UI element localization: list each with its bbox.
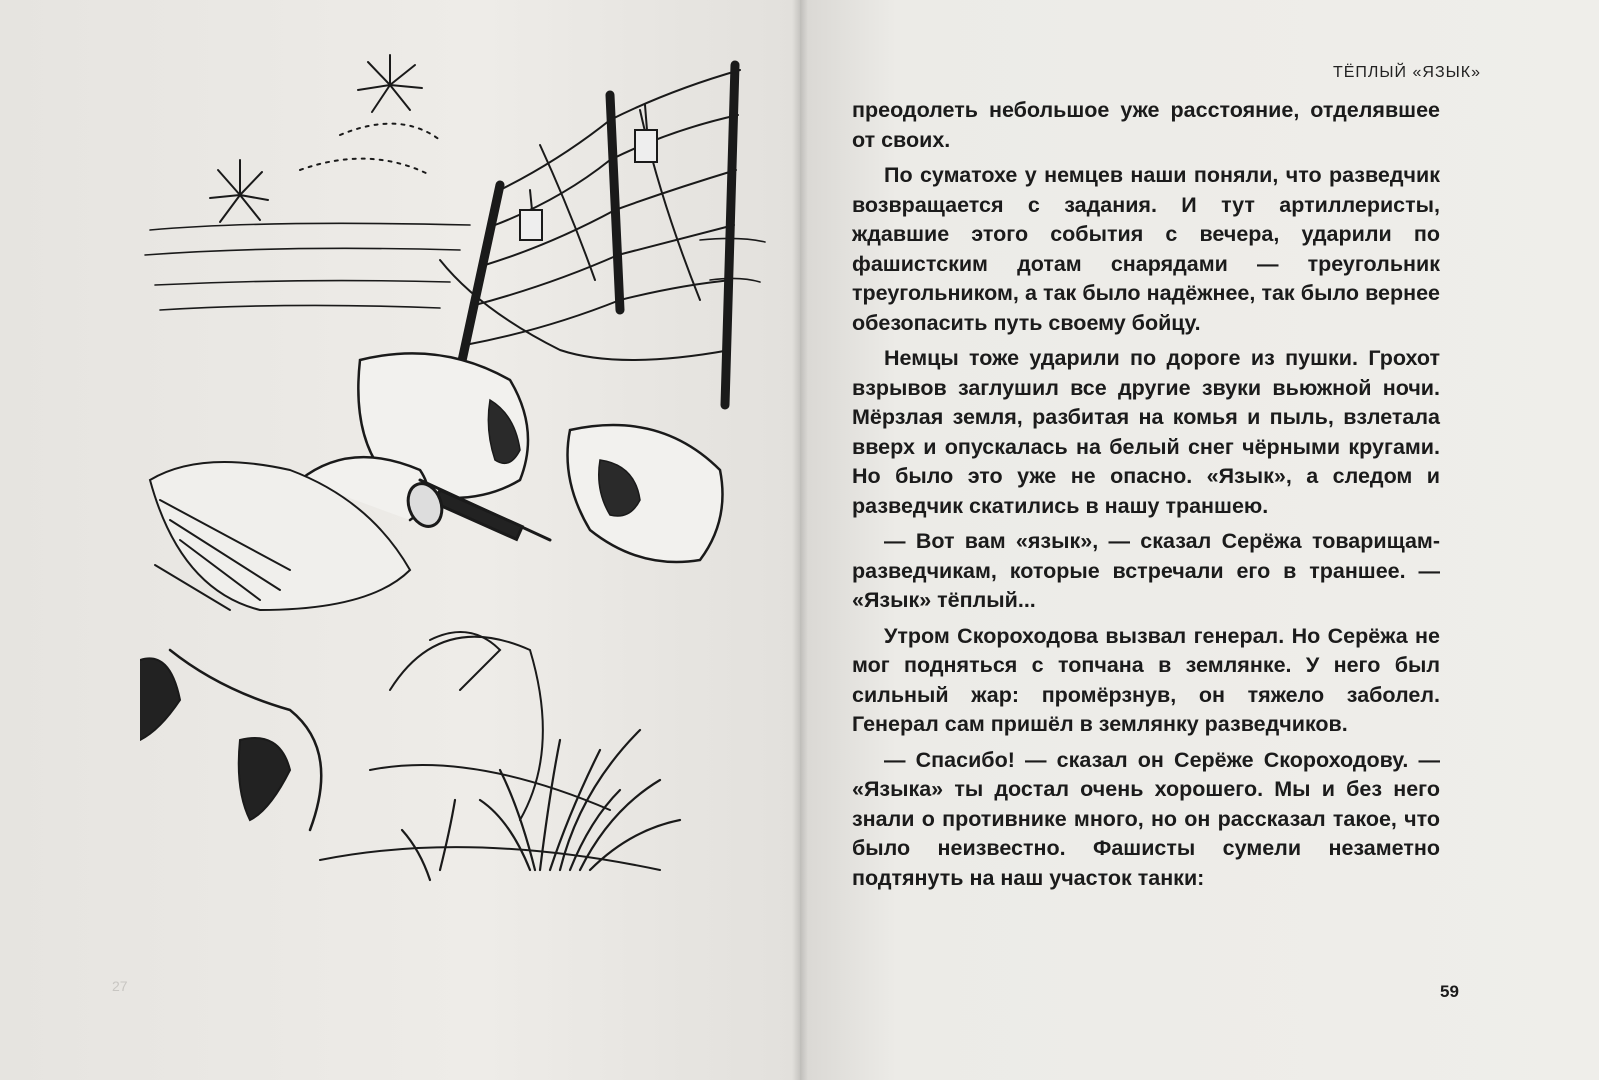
paragraph: По суматохе у немцев наши поняли, что разведчик возвращается с задания. И тут артиллеристы, ждавшие этого события с вечера, ударили по фашистским дотам снарядами — треугольник треугольником, а так было надёжнее, так было вернее обезопасить путь своему бойцу. (852, 163, 1440, 335)
page-number: 59 (1440, 982, 1459, 1001)
paragraph: Немцы тоже ударили по дороге из пушки. Грохот взрывов заглушил все другие звуки вьюжной ночи. Мёрзлая земля, разбитая на комья и пыль, взлетала вверх и опускалась на белый снег чёрными кругами. Но было это уже не опасно. «Язык», а следом и разведчик скатились в нашу траншею. (852, 346, 1440, 518)
running-head: ТЁПЛЫЙ «ЯЗЫК» (1332, 64, 1481, 81)
paragraph: Утром Скороходова вызвал генерал. Но Серёжа не мог подняться с топчана в землянке. У него был сильный жар: промёрзнув, он тяжело заболел. Генерал сам пришёл в землянку разведчиков. (852, 623, 1440, 736)
paragraph: — Вот вам «язык», — сказал Серёжа товарищам-разведчикам, которые встречали его в траншее. — «Язык» тёплый... (852, 529, 1440, 612)
paragraph: преодолеть небольшое уже расстояние, отделявшее от своих. (852, 98, 1440, 152)
scouts-under-barbed-wire-illustration (140, 50, 780, 950)
ghost-page-number: 27 (112, 978, 128, 994)
book-gutter (792, 0, 808, 1080)
body-text (852, 96, 1440, 899)
illustration (140, 50, 780, 950)
paragraph: — Спасибо! — сказал он Серёже Скороходову. — «Языка» ты достал очень хорошего. Мы и без него знали о противнике много, но он рассказал такое, что было неизвестно. Фашисты сумели незаметно подтянуть на наш участок танки: (852, 747, 1440, 890)
